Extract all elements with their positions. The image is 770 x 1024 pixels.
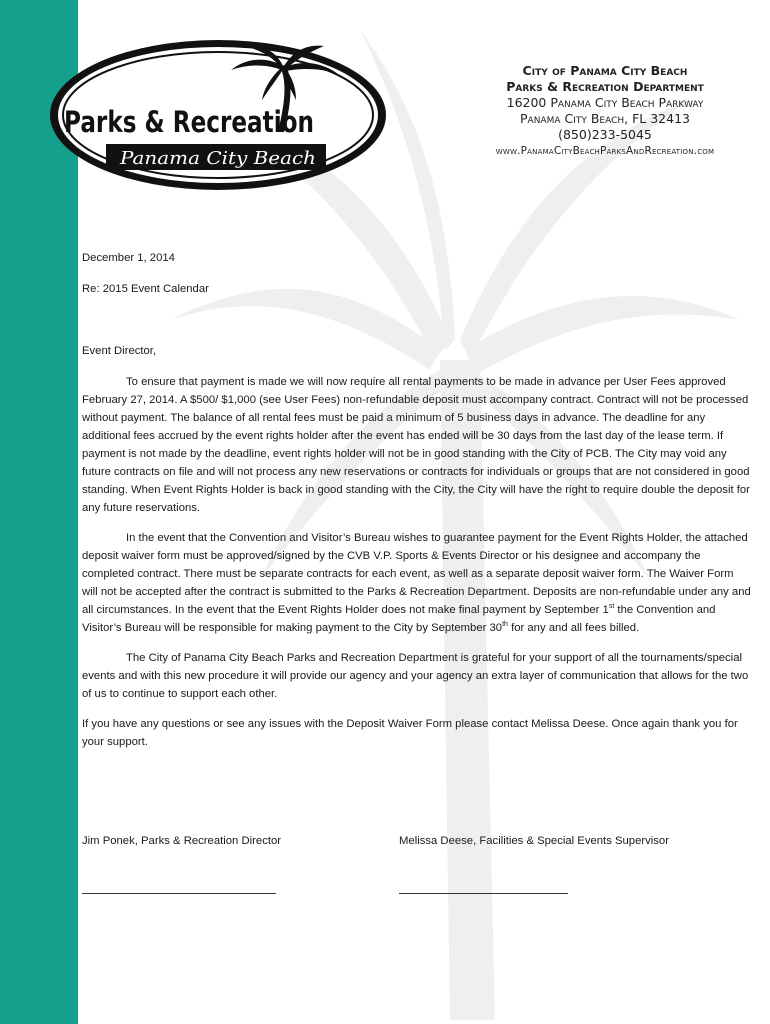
paragraph-deposit-waiver	[82, 529, 752, 637]
address-city-state-zip: Panama City Beach, FL 32413	[520, 111, 690, 126]
letter-salutation: Event Director,	[82, 345, 157, 357]
logo-title: Parks & Recreation	[64, 105, 314, 139]
address-city: City of Panama City Beach	[522, 63, 688, 78]
letterhead-address	[430, 63, 770, 159]
paragraph-deposit-waiver-part3: for any and all fees billed.	[507, 622, 640, 634]
superscript-th: th	[502, 621, 508, 629]
address-department: Parks & Recreation Department	[506, 79, 704, 94]
letter-body	[82, 373, 752, 751]
address-phone: (850)233-5045	[558, 127, 652, 142]
logo-subtitle: Panama City Beach	[118, 148, 317, 169]
signature-name-right: Melissa Deese, Facilities & Special Events Supervisor	[399, 835, 669, 847]
paragraph-deposit-waiver-part2: the Convention and Visitor’s Bureau will be responsible for making payment to the City by September 30	[82, 604, 716, 634]
paragraph-deposit-waiver-part1: In the event that the Convention and Visitor’s Bureau wishes to guarantee payment for the Event Rights Holder, the attached deposit waiver form must be approved/signed by the CVB V.P. Sports & Events Director or his designee and accompany the completed contract. There must be separate contracts for each event, as well as a separate deposit waiver form. The Waiver Form will not be accepted after the contract is submitted to the Parks & Recreation Department. Deposits are non-refundable under any and all circumstances. In the event that the Event Rights Holder does not make final payment by September 1	[82, 532, 751, 616]
signature-name-left: Jim Ponek, Parks & Recreation Director	[82, 835, 282, 847]
parks-recreation-logo	[46, 36, 391, 194]
address-street: 16200 Panama City Beach Parkway	[506, 95, 704, 110]
paragraph-contact: If you have any questions or see any issues with the Deposit Waiver Form please contact Melissa Deese. Once again thank you for your support.	[82, 718, 738, 748]
letter-date: December 1, 2014	[82, 252, 175, 264]
paragraph-gratitude: The City of Panama City Beach Parks and Recreation Department is grateful for your support of all the tournaments/special events and with this new procedure it will provide our agency and your agency an extra layer of communication that allows for the two of us to continue to support each other.	[82, 652, 749, 700]
superscript-st: st	[608, 603, 615, 611]
paragraph-payment-policy: To ensure that payment is made we will now require all rental payments to be made in advance per User Fees approved February 27, 2014. A $500/ $1,000 (see User Fees) non-refundable deposit must accompany contract. Contract will not be processed without payment. The balance of all rental fees must be paid a minimum of 5 business days in advance. The deadline for any additional fees accrued by the event rights holder after the event has ended will be 30 days from the last day of the lease term. If payment is not made by the deadline, event rights holder will not be in good standing with the City of PCB. The City may void any future contracts on file and will not process any new reservations or contracts for individuals or groups that are not considered in good standing. When Event Rights Holder is back in good standing with the City, the City will have the right to require double the deposit for any future reservations.	[82, 376, 750, 514]
letter-subject: Re: 2015 Event Calendar	[82, 283, 209, 295]
signature-line-left	[82, 893, 276, 894]
address-website: www.PanamaCityBeachParksAndRecreation.com	[495, 145, 715, 157]
signature-line-right	[399, 893, 568, 894]
